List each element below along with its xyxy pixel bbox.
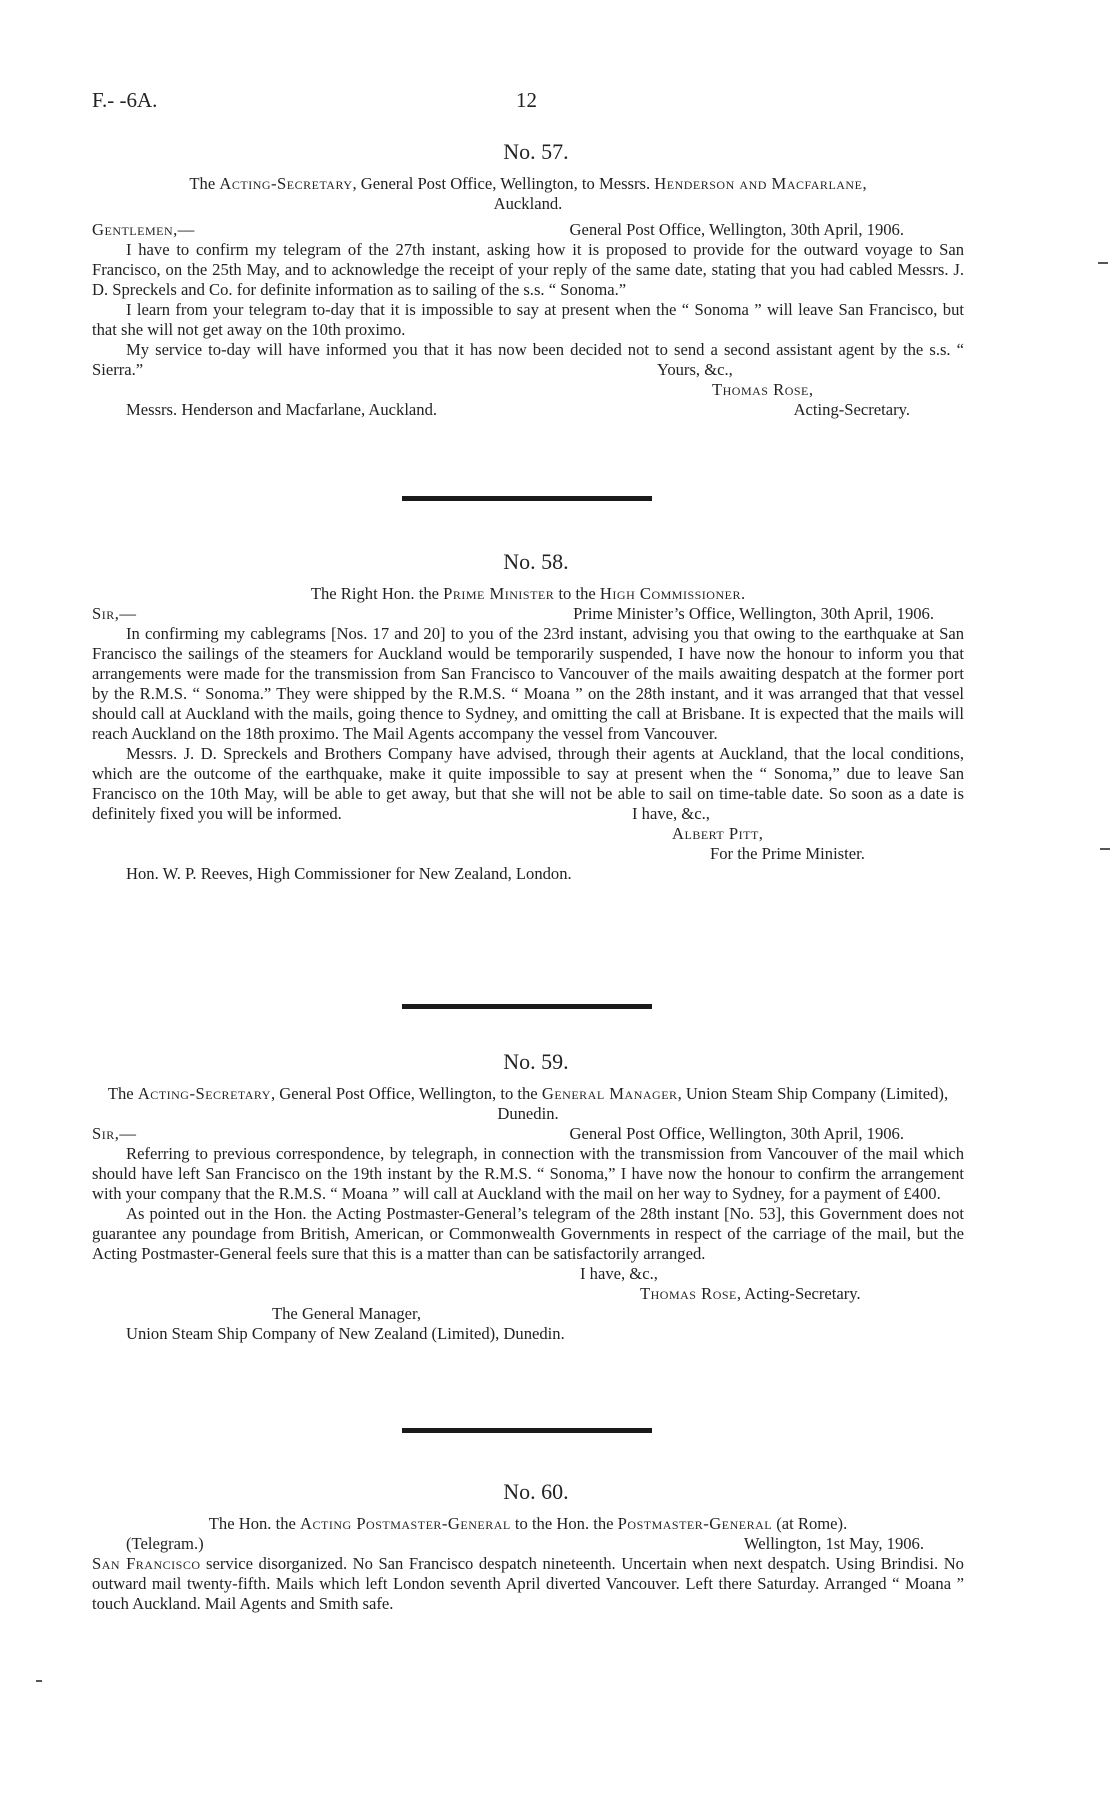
dateline: Prime Minister’s Office, Wellington, 30th April, 1906. xyxy=(573,604,934,623)
document-reference: F.- -6A. xyxy=(92,88,158,112)
letter-number: No. 58. xyxy=(503,549,569,574)
letter-heading: The Acting-Secretary, General Post Office, Wellington, to Messrs. Henderson and Macfarlane, Auckland. xyxy=(189,174,867,213)
closing: I have, &c., xyxy=(580,1264,658,1283)
letter-no-60 xyxy=(92,1478,964,1614)
recipient-title: High Commissioner xyxy=(599,584,741,603)
addressee: The General Manager, xyxy=(272,1304,422,1323)
closing: Yours, &c., xyxy=(657,360,733,379)
addressee-row xyxy=(92,400,964,420)
telegram-label: (Telegram.) xyxy=(126,1534,204,1553)
dateline: General Post Office, Wellington, 30th April, 1906. xyxy=(569,220,904,239)
section-divider xyxy=(402,496,652,501)
paragraph: My service to-day will have informed you that it has now been decided not to send a second assistant agent by the s.s. “ Sierra.” xyxy=(92,340,964,379)
dateline: Wellington, 1st May, 1906. xyxy=(743,1534,924,1553)
section-divider xyxy=(402,1004,652,1009)
addressee: Hon. W. P. Reeves, High Commissioner for New Zealand, London. xyxy=(126,864,572,883)
signatory: Thomas Rose xyxy=(640,1284,737,1303)
salutation-row xyxy=(92,220,964,240)
margin-mark xyxy=(36,1680,42,1682)
letter-no-59 xyxy=(92,1048,964,1344)
salutation: Gentlemen,— xyxy=(92,220,195,239)
letter-heading: The Hon. the Acting Postmaster-General to the Hon. the Postmaster-General (at Rome). xyxy=(208,1514,848,1533)
paragraph: Referring to previous correspondence, by telegraph, in connection with the transmission from Vancouver of the mail which should have left San Francisco on the 19th instant by the R.M.S. “ Sonoma,” I have now the honour to confirm the arrangement with your company that the R.M.S. “ Moana ” will call at Auckland with the mail on her way to Sydney, for a payment of £400. xyxy=(92,1144,964,1203)
signatory: Thomas Rose, xyxy=(712,380,814,399)
sender-title: Acting-Secretary xyxy=(219,174,353,193)
salutation-row xyxy=(92,604,964,624)
paragraph: In confirming my cablegrams [Nos. 17 and 20] to you of the 23rd instant, advising you that owing to the earthquake at San Francisco the sailings of the steamers for Auckland would be temporarily suspended, I have now the honour to inform you that arrangements were made for the transmission from San Francisco to Vancouver of the mails awaiting despatch at the former port by the R.M.S. “ Sonoma.” They were shipped by the R.M.S. “ Moana ” on the 28th instant, and it was arranged that that vessel should call at Auckland with the mails, going thence to Sydney, and omitting the call at Brisbane. It is expected that the mails will reach Auckland on the 18th proximo. The Mail Agents accompany the vessel from Vancouver. xyxy=(92,624,964,743)
margin-mark xyxy=(1100,848,1110,850)
paragraph: I have to confirm my telegram of the 27th instant, asking how it is proposed to provide for the outward voyage to San Francisco, on the 25th May, and to acknowledge the receipt of your reply of the same date, stating that you had cabled Messrs. J. D. Spreckels and Co. for definite information as to sailing of the s.s. “ Sonoma.” xyxy=(92,240,964,299)
paragraph: I learn from your telegram to-day that it is impossible to say at present when the “ Sonoma ” will leave San Francisco, but that she will not get away on the 10th proximo. xyxy=(92,300,964,339)
dateline: General Post Office, Wellington, 30th April, 1906. xyxy=(569,1124,904,1143)
salutation: Sir,— xyxy=(92,1124,137,1143)
salutation-row xyxy=(92,1124,964,1144)
letter-no-58 xyxy=(92,548,964,884)
page-number: 12 xyxy=(516,88,537,112)
letter-no-57 xyxy=(92,138,964,420)
lead-words: San Francisco xyxy=(92,1554,201,1573)
addressee: Union Steam Ship Company of New Zealand (Limited), Dunedin. xyxy=(126,1324,565,1343)
paragraph: As pointed out in the Hon. the Acting Postmaster-General’s telegram of the 28th instant [No. 53], this Government does not guarantee any poundage from British, American, or Commonwealth Governments in respect of the carriage of the mail, but the Acting Postmaster-General feels sure that this is a matter than can be satisfactorily arranged. xyxy=(92,1204,964,1263)
addressee: Messrs. Henderson and Macfarlane, Auckland. xyxy=(126,400,438,419)
letter-number: No. 59. xyxy=(503,1049,569,1074)
signatory: Albert Pitt, xyxy=(672,824,764,843)
sender-title: Acting-Secretary xyxy=(137,1084,271,1103)
margin-mark xyxy=(1098,262,1108,264)
section-divider xyxy=(402,1428,652,1433)
closing: I have, &c., xyxy=(632,804,710,823)
telegram-row xyxy=(92,1534,964,1554)
paragraph xyxy=(92,1554,964,1614)
page-header xyxy=(92,88,992,118)
paragraph: Messrs. J. D. Spreckels and Brothers Company have advised, through their agents at Auckland, that the local conditions, which are the outcome of the earthquake, make it quite impossible to say at present when the “ Sonoma,” due to leave San Francisco on the 10th May, will be able to get away, but that she will not be able to sail on time-table date. So soon as a date is definitely fixed you will be informed. xyxy=(92,744,964,823)
sender-title: Acting Postmaster-General xyxy=(300,1514,511,1533)
recipient-title: General Manager xyxy=(541,1084,678,1103)
letter-heading: The Right Hon. the Prime Minister to the High Commissioner. xyxy=(310,584,746,603)
signatory-title: Acting-Secretary. xyxy=(793,400,910,419)
letter-number: No. 57. xyxy=(503,139,569,164)
telegram-body: service disorganized. No San Francisco despatch nineteenth. Uncertain when next despatch. Using Brindisi. No outward mail twenty-fifth. Mails which left London seventh April diverted Vancouver. Left there Saturday. Arranged “ Moana ” touch Auckland. Mail Agents and Smith safe. xyxy=(92,1554,964,1613)
letter-number: No. 60. xyxy=(503,1479,569,1504)
signatory-title: For the Prime Minister. xyxy=(710,844,865,863)
recipient-title: Postmaster-General xyxy=(617,1514,773,1533)
letter-heading: The Acting-Secretary, General Post Office, Wellington, to the General Manager, Union Steam Ship Company (Limited), Dunedin. xyxy=(107,1084,949,1123)
salutation: Sir,— xyxy=(92,604,137,623)
signatory-title: , Acting-Secretary. xyxy=(736,1284,861,1303)
recipient-title: Henderson and Macfarlane xyxy=(654,174,863,193)
sender-title: Prime Minister xyxy=(443,584,555,603)
